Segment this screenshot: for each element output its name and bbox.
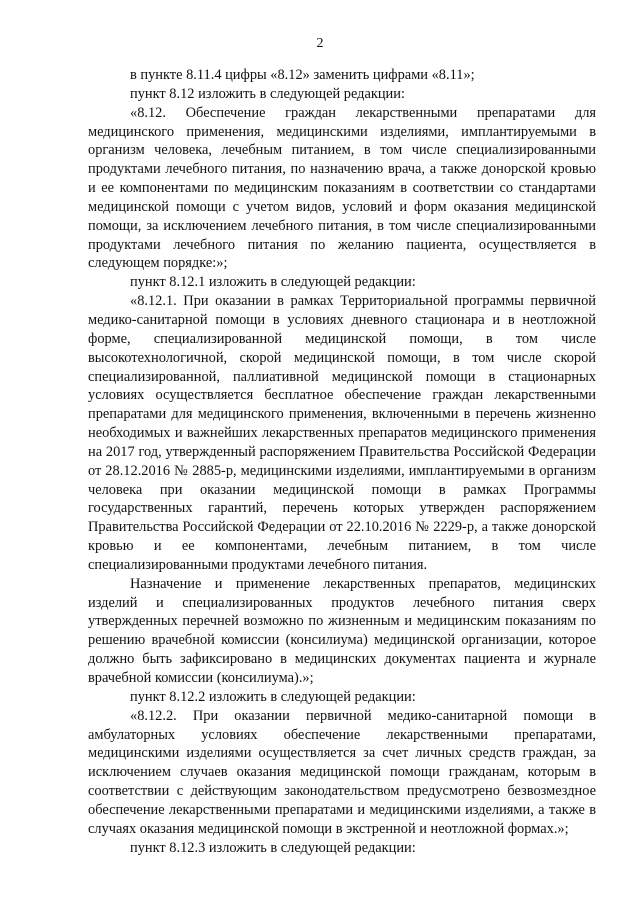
paragraph-intro-8-12-2: пункт 8.12.2 изложить в следующей редакции:: [130, 688, 416, 705]
paragraph-intro-8-12-1: пункт 8.12.1 изложить в следующей редакции:: [130, 274, 416, 291]
paragraph-8-12-2: «8.12.2. При оказании первичной медико-санитарной помощи в амбулаторных условиях обеспечение лекарственными препаратами, медицинскими изделиями осуществляется за счет личных средств граждан, за исключением случаев оказания медицинской помощи гражданам, которым в соответствии с действующим законодательством предусмотрено безвозмездное обеспечение лекарственными препаратами и медицинскими изделиями, а также в случаях оказания медицинской помощи в экстренной и неотложной формах.»;: [88, 707, 596, 837]
paragraph-8-12: «8.12. Обеспечение граждан лекарственными препаратами для медицинского применения, медицинскими изделиями, имплантируемыми в организм человека, лечебным питанием, в том числе специализированными продуктами лечебного питания, по назначению врача, а также донорской кровью и ее компонентами по медицинским показаниям в соответствии со стандартами медицинской помощи с учетом видов, условий и форм оказания медицинской помощи, за исключением лечебного питания, в том числе специализированными продуктами лечебного питания по желанию пациента, осуществляется в следующем порядке:»;: [88, 104, 596, 272]
paragraph-amend-8-11-4: в пункте 8.11.4 цифры «8.12» заменить цифрами «8.11»;: [130, 67, 475, 83]
paragraph-prescription: Назначение и применение лекарственных препаратов, медицинских изделий и специализированных продуктов лечебного питания сверх утвержденных перечней возможно по жизненным и медицинским показаниям по решению врачебной комиссии (консилиума) медицинской организации, которое должно быть зафиксировано в медицинских документах пациента и журнале врачебной комиссии (консилиума).»;: [88, 575, 596, 686]
paragraph-intro-8-12: пункт 8.12 изложить в следующей редакции:: [130, 85, 405, 102]
document-body: [88, 66, 596, 857]
paragraph-8-12-1: «8.12.1. При оказании в рамках Территориальной программы первичной медико-санитарной помощи в условиях дневного стационара и в неотложной форме, специализированной медицинской помощи, в том числе высокотехнологичной, скорой медицинской помощи, в том числе скорой специализированной, паллиативной медицинской помощи в стационарных условиях осуществляется бесплатное обеспечение граждан лекарственными препаратами для медицинского применения, включенными в перечень жизненно необходимых и важнейших лекарственных препаратов медицинского применения на 2017 год, утвержденный распоряжением Правительства Российской Федерации от 28.12.2016 № 2885-р, медицинскими изделиями, имплантируемыми в организм человека при оказании медицинской помощи в рамках Программы государственных гарантий, перечень которых утвержден распоряжением Правительства Российской Федерации от 22.10.2016 № 2229-р, а также донорской кровью и ее компонентами, лечебным питанием, в том числе специализированными продуктами лечебного питания.: [88, 293, 596, 573]
page-number: 2: [316, 36, 324, 51]
paragraph-intro-8-12-3: пункт 8.12.3 изложить в следующей редакции:: [130, 839, 416, 856]
